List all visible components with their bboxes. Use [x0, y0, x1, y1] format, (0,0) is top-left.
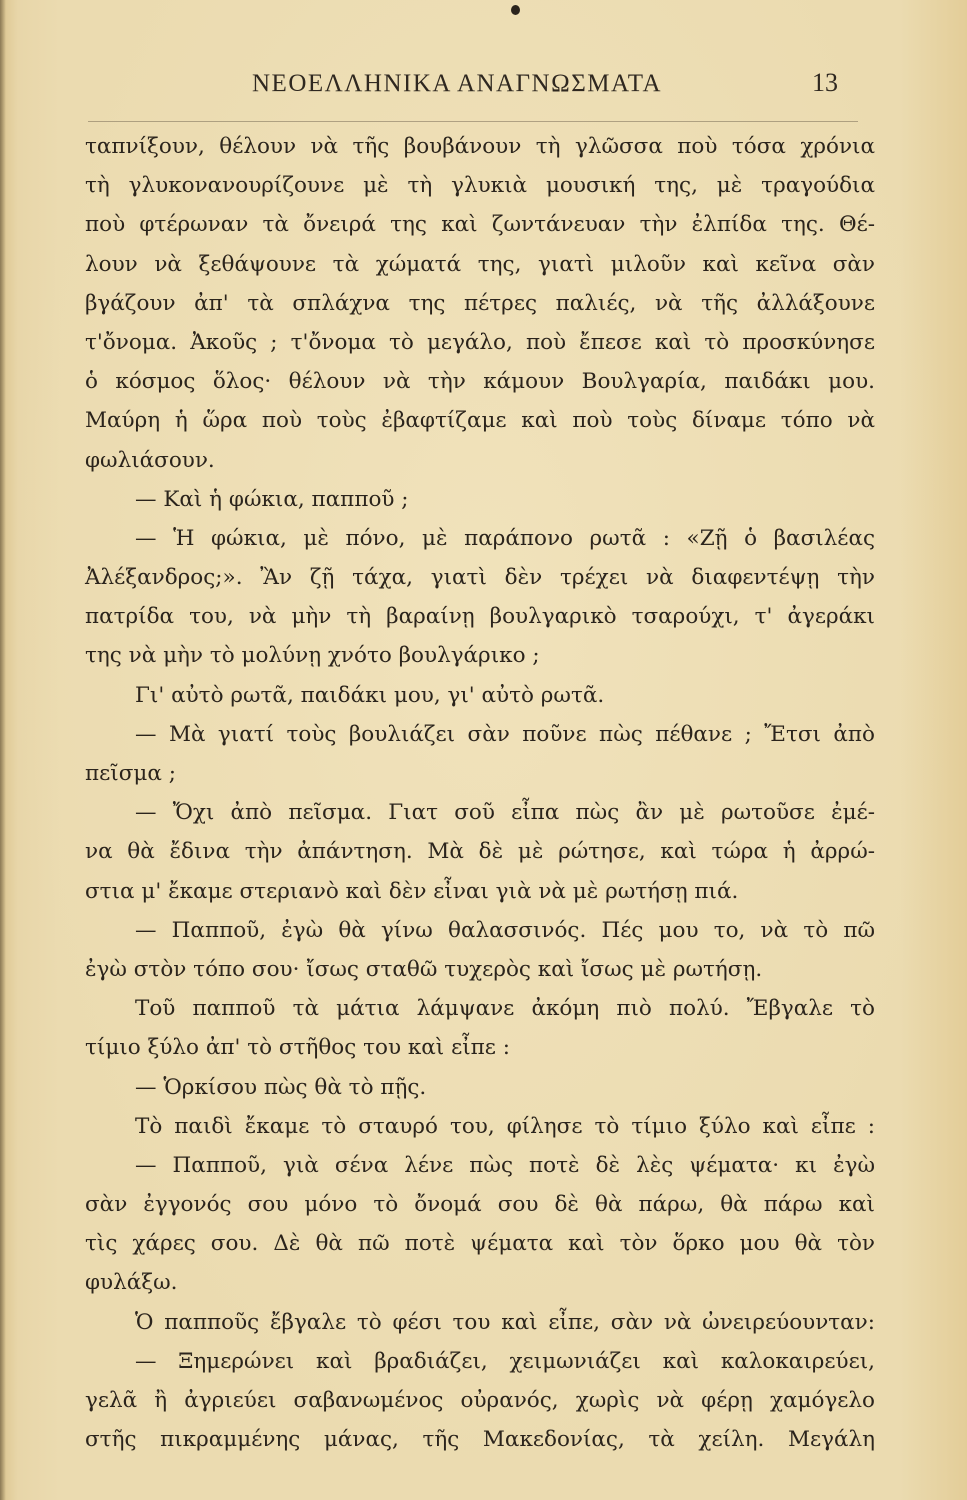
text-line: Μαύρη ἡ ὥρα ποὺ τοὺς ἐβαφτίζαμε καὶ ποὺ τοὺς δίναμε τόπο νὰ	[85, 408, 875, 434]
text-line: — Παπποῦ, γιὰ σένα λένε πὼς ποτὲ δὲ λὲς ψέματα· κι ἐγὼ	[135, 1152, 875, 1178]
text-line: βγάζουν ἀπ' τὰ σπλάχνα της πέτρες παλιές, νὰ τῆς ἀλλάξουνε	[85, 290, 875, 316]
page-binding-shadow	[0, 0, 6, 1500]
text-line: πατρίδα του, νὰ μὴν τὴ βαραίνῃ βουλγαρικὸ τσαρούχι, τ' ἀγεράκι	[85, 604, 875, 630]
text-line: γελᾶ ἢ ἀγριεύει σαβανωμένος οὐρανός, χωρὶς νὰ φέρῃ χαμόγελο	[85, 1388, 875, 1413]
text-line: — Μὰ γιατί τοὺς βουλιάζει σὰν ποῦνε πὼς πέθανε ; Ἔτσι ἀπὸ	[135, 721, 875, 747]
text-line: Τοῦ παπποῦ τὰ μάτια λάμψανε ἀκόμη πιὸ πολύ. Ἔβγαλε τὸ	[135, 996, 875, 1022]
text-line: — Ξημερώνει καὶ βραδιάζει, χειμωνιάζει καὶ καλοκαιρεύει,	[135, 1348, 875, 1374]
text-line: τ'ὄνομα. Ἀκοῦς ; τ'ὄνομα τὸ μεγάλο, ποὺ ἔπεσε καὶ τὸ προσκύνησε	[85, 329, 875, 355]
text-line: φωλιάσουν.	[85, 447, 215, 473]
text-line: τίμιο ξύλο ἀπ' τὸ στῆθος του καὶ εἶπε :	[85, 1035, 510, 1061]
text-line: ποὺ φτέρωναν τὰ ὄνειρά της καὶ ζωντάνευαν τὴν ἐλπίδα της. Θέ-	[85, 212, 875, 238]
body-text	[85, 127, 875, 1459]
text-line: Ἀλέξανδρος;». Ἂν ζῇ τάχα, γιατὶ δὲν τρέχει νὰ διαφεντέψῃ τὴν	[85, 565, 875, 591]
header-rule	[88, 121, 858, 122]
text-line: να θὰ ἔδινα τὴν ἀπάντηση. Μὰ δὲ μὲ ρώτησε, καὶ τώρα ἡ ἀρρώ-	[85, 839, 875, 865]
text-line: ὁ κόσμος ὅλος· θέλουν νὰ τὴν κάμουν Βουλγαρία, παιδάκι μου.	[85, 369, 875, 395]
text-line: λουν νὰ ξεθάψουνε τὰ χώματά της, γιατὶ μιλοῦν καὶ κεῖνα σὰν	[85, 251, 875, 277]
text-line: της νὰ μὴν τὸ μολύνῃ χνότο βουλγάρικο ;	[85, 643, 540, 669]
text-line: τὴ γλυκονανουρίζουνε μὲ τὴ γλυκιὰ μουσική της, μὲ τραγούδια	[85, 173, 875, 199]
text-line: Ὁ παπποῦς ἔβγαλε τὸ φέσι του καὶ εἶπε, σὰν νὰ ὠνειρεύουνταν:	[135, 1309, 875, 1335]
text-line: Τὸ παιδὶ ἔκαμε τὸ σταυρό του, φίλησε τὸ τίμιο ξύλο καὶ εἶπε :	[135, 1113, 875, 1139]
text-line: — Παπποῦ, ἐγὼ θὰ γίνω θαλασσινός. Πές μου το, νὰ τὸ πῶ	[135, 917, 875, 943]
text-line: τὶς χάρες σου. Δὲ θὰ πῶ ποτὲ ψέματα καὶ τὸν ὅρκο μου θὰ τὸν	[85, 1231, 875, 1257]
text-line: πεῖσμα ;	[85, 761, 176, 786]
running-header	[0, 64, 967, 104]
page-number: 13	[812, 68, 838, 97]
text-line: — Ὁρκίσου πὼς θὰ τὸ πῇς.	[135, 1074, 427, 1100]
text-line: σὰν ἐγγονός σου μόνο τὸ ὄνομά σου δὲ θὰ πάρω, θὰ πάρω καὶ	[85, 1192, 875, 1218]
text-line: Γι' αὐτὸ ρωτᾶ, παιδάκι μου, γι' αὐτὸ ρωτᾶ.	[135, 682, 605, 708]
text-line: ταπνίξουν, θέλουν νὰ τῆς βουβάνουν τὴ γλῶσσα ποὺ τόσα χρόνια	[85, 134, 875, 159]
ink-dot	[511, 5, 520, 15]
text-line: φυλάξω.	[85, 1270, 178, 1296]
text-line: ἐγὼ στὸν τόπο σου· ἴσως σταθῶ τυχερὸς καὶ ἴσως μὲ ρωτήσῃ.	[85, 956, 763, 982]
text-line: στια μ' ἔκαμε στεριανὸ καὶ δὲν εἶναι γιὰ νὰ μὲ ρωτήσῃ πιά.	[85, 878, 739, 904]
text-line: στῆς πικραμμένης μάνας, τῆς Μακεδονίας, τὰ χείλη. Μεγάλη	[85, 1427, 875, 1453]
text-line: — Ἡ φώκια, μὲ πόνο, μὲ παράπονο ρωτᾶ : «Ζῇ ὁ βασιλέας	[135, 525, 875, 551]
text-line: — Καὶ ἡ φώκια, παπποῦ ;	[135, 486, 409, 512]
running-title: ΝΕΟΕΛΛΗΝΙΚΑ ΑΝΑΓΝΩΣΜΑΤΑ	[252, 70, 663, 97]
text-line: — Ὄχι ἀπὸ πεῖσμα. Γιατ σοῦ εἶπα πὼς ἂν μὲ ρωτοῦσε ἐμέ-	[135, 800, 875, 826]
